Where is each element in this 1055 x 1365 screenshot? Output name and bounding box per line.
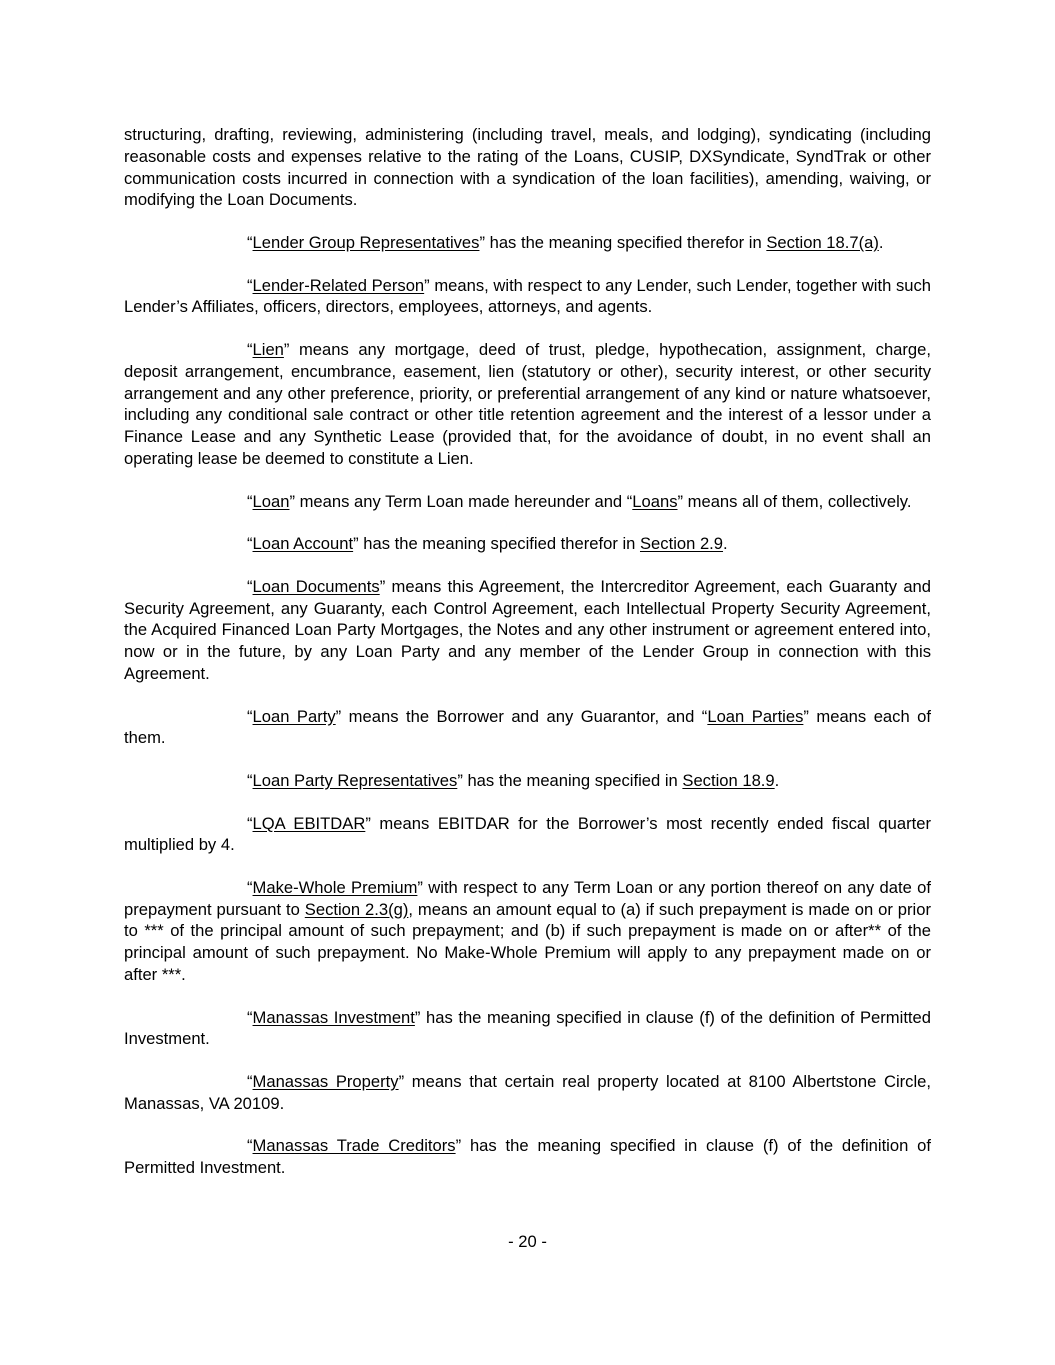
text-run: “ [247,232,253,252]
text-run: “ [247,534,253,554]
text-run: “ [247,706,253,726]
text-run: ” has the meaning specified therefor in [479,232,767,252]
definition-paragraph [124,232,931,254]
text-run: ” means any Term Loan made hereunder and “ [289,491,633,511]
text-run: ” means this Agreement, the Intercreditor Agreement, each Guaranty and Security Agreement, any Guaranty, each Control Agreement, each Intellectual Property Security Agreement, the Acquired Financed Loan Party Mortgages, the Notes and any other instrument or agreement entered into, now or in the future, by any Loan Party and any member of the Lender Group in connection with this Agreement. [124,576,932,683]
text-run: “ [247,339,253,359]
underlined-term: Section 2.3(g) [304,899,409,919]
text-run: ” means all of them, collectively. [677,491,912,511]
underlined-term: Loan Party Representatives [252,770,458,790]
underlined-term: Lien [252,339,284,359]
underlined-term: Manassas Investment [252,1007,415,1027]
underlined-term: Manassas Property [252,1072,399,1092]
underlined-term: LQA EBITDAR [252,813,366,833]
definition-paragraph [124,533,931,555]
continued-paragraph [124,124,931,211]
definition-paragraph [124,576,931,685]
definition-paragraph [124,813,931,857]
text-run: , means an amount equal to (a) if such prepayment is made on or prior to *** of the principal amount of such prepayment; and (b) if such prepayment is made on or after** of the principal amount of such prepayment. No Make-Whole Premium will apply to any prepayment made on or after ***. [124,899,931,985]
underlined-term: Section 18.9 [682,770,775,790]
underlined-term: Loans [632,491,678,511]
text-run: ” means that certain real property located at 8100 Albertstone Circle, Manassas, VA 20109. [124,1072,931,1113]
page-number: - 20 - [508,1232,547,1251]
definition-paragraph [124,1007,931,1051]
definition-paragraph [124,491,931,513]
underlined-term: Section 18.7(a) [766,232,879,252]
definition-paragraph [124,877,931,986]
text-run: “ [247,275,253,295]
text-run: . [774,770,780,790]
definition-paragraph [124,339,931,470]
text-run: ” has the meaning specified in clause (f) of the definition of Permitted Investment. [124,1136,931,1178]
text-run: . [878,232,884,252]
text-run: . [723,534,728,554]
definition-paragraph [124,1071,931,1115]
text-run: “ [247,1007,253,1027]
text-run: “ [247,877,253,897]
text-run: structuring, drafting, reviewing, administering (including travel, meals, and lodging), syndicating (including reasonable costs and expenses relative to the rating of the Loans, CUSIP, DXSyndicate, SyndTrak or other communication costs incurred in connection with a syndication of the loan facilities), amending, waiving, or modifying the Loan Documents. [124,125,931,210]
text-run: ” means EBITDAR for the Borrower’s most recently ended fiscal quarter multiplied by 4. [124,813,931,855]
text-run: ” with respect to any Term Loan or any portion thereof on any date of prepayment pursuant to [124,877,931,919]
text-run: “ [247,491,253,511]
underlined-term: Loan Account [252,534,354,554]
text-run: ” means the Borrower and any Guarantor, and “ [335,706,708,726]
text-run: ” means each of them. [124,706,932,748]
underlined-term: Loan [252,491,290,511]
underlined-term: Loan Party [252,706,336,726]
text-run: “ [247,576,253,596]
underlined-term: Loan Parties [707,706,804,726]
text-run: “ [247,1136,253,1156]
text-run: ” means any mortgage, deed of trust, pledge, hypothecation, assignment, charge, deposit arrangement, encumbrance, easement, lien (statutory or other), security interest, or other security arrangement and any other preference, priority, or preferential arrangement of any kind or nature whatsoever, including any conditional sale contract or other title retention agreement and the interest of a lessor under a Finance Lease and any Synthetic Lease (provided that, for the avoidance of doubt, in no event shall an operating lease be deemed to constitute a Lien. [124,339,931,468]
underlined-term: Make-Whole Premium [252,877,418,897]
definition-paragraph [124,1135,931,1179]
definition-paragraph [124,770,931,792]
text-run: “ [247,770,253,790]
underlined-term: Section 2.9 [639,534,724,554]
text-run: ” has the meaning specified in clause (f) of the definition of Permitted Investment. [124,1007,931,1049]
definition-paragraph [124,706,931,750]
underlined-term: Loan Documents [252,576,380,596]
text-run: “ [247,1072,253,1092]
underlined-term: Manassas Trade Creditors [252,1136,456,1156]
text-run: ” has the meaning specified therefor in [353,534,640,554]
text-run: ” has the meaning specified in [457,770,683,790]
definition-paragraph [124,275,931,319]
document-body [124,124,931,1200]
underlined-term: Lender-Related Person [252,275,425,295]
underlined-term: Lender Group Representatives [252,232,480,252]
text-run: ” means, with respect to any Lender, such Lender, together with such Lender’s Affiliates, officers, directors, employees, attorneys, and agents. [124,275,932,317]
text-run: “ [247,813,253,833]
